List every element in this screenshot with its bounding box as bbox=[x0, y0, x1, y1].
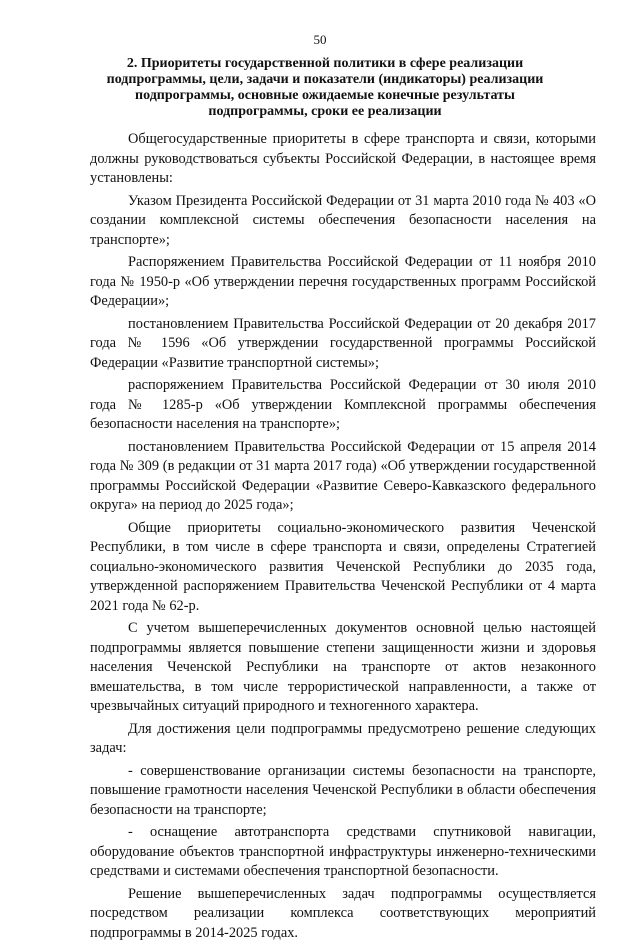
page-number: 50 bbox=[313, 32, 327, 47]
paragraph-presidential-decree: Указом Президента Российской Федерации от 31 марта 2010 года № 403 «О создании комплексной системы обеспечения безопасности населения на транспорте»; bbox=[90, 192, 596, 248]
paragraph-regional-strategy: Общие приоритеты социально-экономического развития Чеченской Республики, в том числе в сфере транспорта и связи, определены Стратегией социально-экономического развития Чеченской Республики до 2035 года, утвержденной распоряжением Правительства Чеченской Республики от 4 марта 2021 года № 62-р. bbox=[90, 519, 596, 614]
paragraph-priorities-intro: Общегосударственные приоритеты в сфере транспорта и связи, которыми должны руководствоваться субъекты Российской Федерации, в настоящее время установлены: bbox=[90, 131, 596, 186]
paragraph-government-order-1950: Распоряжением Правительства Российской Федерации от 11 ноября 2010 года № 1950-р «Об утверждении перечня государственных программ Российской Федерации»; bbox=[90, 254, 596, 309]
paragraph-resolution-309: постановлением Правительства Российской Федерации от 15 апреля 2014 года № 309 (в редакции от 31 марта 2017 года) «Об утверждении государственной программы Российской Федерации «Развитие Северо-Кавказского федерального округа» на период до 2025 года»; bbox=[90, 438, 596, 513]
paragraph-implementation: Решение вышеперечисленных задач подпрограммы осуществляется посредством реализации комплекса соответствующих мероприятий подпрограммы в 2014-2025 годах. bbox=[90, 885, 596, 941]
paragraph-main-goal: С учетом вышеперечисленных документов основной целью настоящей подпрограммы является повышение степени защищенности жизни и здоровья населения Чеченской Республики на транспорте от актов незаконного вмешательства, в том числе террористической направленности, а также от чрезвычайных ситуаций природного и техногенного характера. bbox=[90, 620, 596, 714]
list-item-task-1: - совершенствование организации системы безопасности на транспорте, повышение грамотности населения Чеченской Республики в области обеспечения безопасности на транспорте; bbox=[90, 762, 596, 818]
paragraph-resolution-1596: постановлением Правительства Российской Федерации от 20 декабря 2017 года № 1596 «Об утверждении государственной программы Российской Федерации «Развитие транспортной системы»; bbox=[90, 315, 596, 371]
paragraph-tasks-intro: Для достижения цели подпрограммы предусмотрено решение следующих задач: bbox=[90, 720, 596, 756]
list-item-task-2: - оснащение автотранспорта средствами спутниковой навигации, оборудование объектов транспортной инфраструктуры инженерно-техническими средствами и системами обеспечения транспортной безопасности. bbox=[90, 824, 596, 879]
section-heading: 2. Приоритеты государственной политики в сфере реализации подпрограммы, цели, задачи и показатели (индикаторы) реализации подпрограммы, основные ожидаемые конечные результаты подпрограммы, сроки ее реализации bbox=[106, 56, 544, 119]
paragraph-order-1285: распоряжением Правительства Российской Федерации от 30 июля 2010 года № 1285-р «Об утверждении Комплексной программы обеспечения безопасности населения на транспорте»; bbox=[90, 377, 596, 432]
document-body bbox=[90, 130, 596, 946]
